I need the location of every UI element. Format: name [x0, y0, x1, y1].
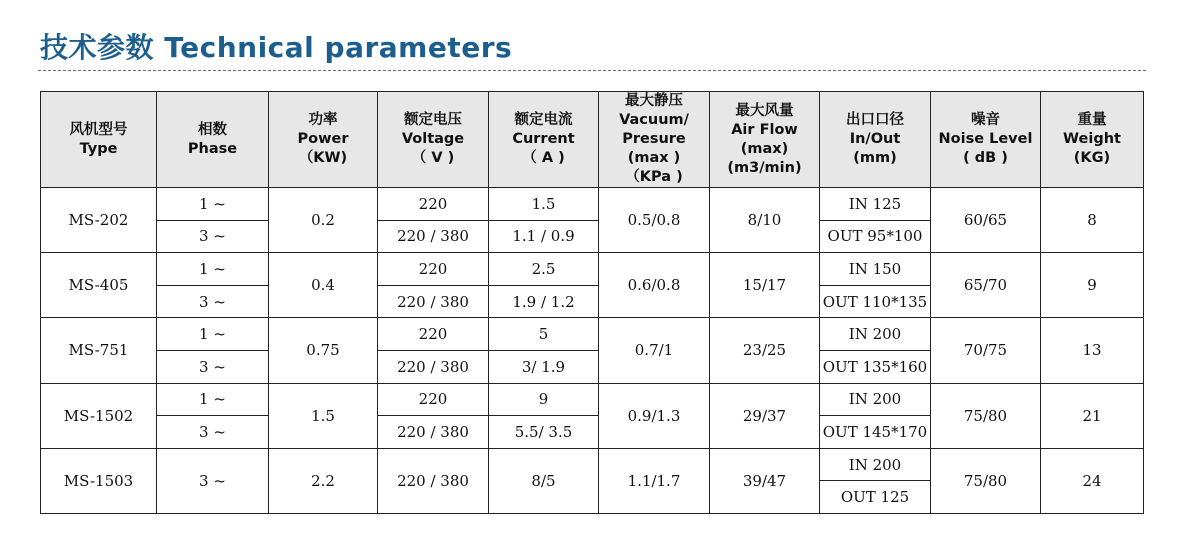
cell-airflow: 8/10 — [710, 188, 820, 253]
cell-vacuum: 0.6/0.8 — [599, 253, 710, 318]
cell-port: IN 150 — [820, 253, 931, 286]
cell-weight: 21 — [1041, 383, 1144, 448]
cell-noise: 75/80 — [931, 448, 1041, 513]
cell-noise: 70/75 — [931, 318, 1041, 383]
cell-voltage: 220 — [378, 383, 489, 416]
header-row — [41, 92, 1144, 188]
table-row — [41, 253, 1144, 286]
cell-current: 5.5/ 3.5 — [489, 416, 599, 449]
cell-port: IN 200 — [820, 448, 931, 481]
header-current: 额定电流 Current （ A ) — [489, 92, 599, 188]
table-row — [41, 383, 1144, 416]
cell-type: MS-405 — [41, 253, 157, 318]
cell-vacuum: 0.7/1 — [599, 318, 710, 383]
page-title: 技术参数 Technical parameters — [40, 31, 513, 64]
cell-weight: 8 — [1041, 188, 1144, 253]
cell-port: OUT 95*100 — [820, 220, 931, 253]
cell-weight: 13 — [1041, 318, 1144, 383]
cell-phase: 3 ~ — [157, 416, 269, 449]
cell-current: 1.1 / 0.9 — [489, 220, 599, 253]
cell-power: 0.2 — [269, 188, 378, 253]
header-port: 出口口径 In/Out (mm) — [820, 92, 931, 188]
cell-airflow: 15/17 — [710, 253, 820, 318]
cell-phase: 1 ~ — [157, 253, 269, 286]
cell-voltage: 220 — [378, 318, 489, 351]
header-voltage: 额定电压 Voltage （ V ) — [378, 92, 489, 188]
cell-power: 1.5 — [269, 383, 378, 448]
header-type: 风机型号 Type — [41, 92, 157, 188]
cell-weight: 9 — [1041, 253, 1144, 318]
cell-phase: 1 ~ — [157, 318, 269, 351]
cell-voltage: 220 / 380 — [378, 285, 489, 318]
cell-airflow: 39/47 — [710, 448, 820, 513]
header-phase: 相数 Phase — [157, 92, 269, 188]
cell-noise: 65/70 — [931, 253, 1041, 318]
cell-current: 1.5 — [489, 188, 599, 221]
cell-phase: 3 ~ — [157, 448, 269, 513]
cell-port: OUT 145*170 — [820, 416, 931, 449]
header-airflow: 最大风量 Air Flow (max) (m3/min) — [710, 92, 820, 188]
cell-current: 3/ 1.9 — [489, 350, 599, 383]
cell-current: 5 — [489, 318, 599, 351]
table-row — [41, 318, 1144, 351]
cell-phase: 1 ~ — [157, 383, 269, 416]
cell-noise: 75/80 — [931, 383, 1041, 448]
cell-noise: 60/65 — [931, 188, 1041, 253]
cell-vacuum: 0.5/0.8 — [599, 188, 710, 253]
cell-port: IN 125 — [820, 188, 931, 221]
title-divider — [38, 70, 1146, 71]
header-weight: 重量 Weight (KG) — [1041, 92, 1144, 188]
cell-phase: 1 ~ — [157, 188, 269, 221]
cell-port: OUT 135*160 — [820, 350, 931, 383]
cell-port: IN 200 — [820, 383, 931, 416]
table-row — [41, 448, 1144, 481]
cell-voltage: 220 / 380 — [378, 416, 489, 449]
header-vacuum: 最大静压 Vacuum/ Presure (max ) （KPa ) — [599, 92, 710, 188]
cell-current: 2.5 — [489, 253, 599, 286]
cell-phase: 3 ~ — [157, 220, 269, 253]
cell-port: OUT 110*135 — [820, 285, 931, 318]
header-noise: 噪音 Noise Level ( dB ) — [931, 92, 1041, 188]
cell-voltage: 220 — [378, 188, 489, 221]
cell-type: MS-1503 — [41, 448, 157, 513]
cell-type: MS-751 — [41, 318, 157, 383]
parameters-table — [40, 91, 1144, 514]
cell-weight: 24 — [1041, 448, 1144, 513]
cell-type: MS-1502 — [41, 383, 157, 448]
cell-vacuum: 1.1/1.7 — [599, 448, 710, 513]
cell-power: 0.75 — [269, 318, 378, 383]
cell-port: OUT 125 — [820, 481, 931, 514]
cell-power: 0.4 — [269, 253, 378, 318]
cell-current: 1.9 / 1.2 — [489, 285, 599, 318]
cell-port: IN 200 — [820, 318, 931, 351]
header-power: 功率 Power （KW) — [269, 92, 378, 188]
cell-power: 2.2 — [269, 448, 378, 513]
cell-airflow: 23/25 — [710, 318, 820, 383]
cell-voltage: 220 — [378, 253, 489, 286]
cell-current: 9 — [489, 383, 599, 416]
cell-voltage: 220 / 380 — [378, 448, 489, 513]
cell-phase: 3 ~ — [157, 285, 269, 318]
cell-airflow: 29/37 — [710, 383, 820, 448]
cell-phase: 3 ~ — [157, 350, 269, 383]
cell-type: MS-202 — [41, 188, 157, 253]
cell-current: 8/5 — [489, 448, 599, 513]
cell-vacuum: 0.9/1.3 — [599, 383, 710, 448]
cell-voltage: 220 / 380 — [378, 220, 489, 253]
cell-voltage: 220 / 380 — [378, 350, 489, 383]
table-row — [41, 188, 1144, 221]
